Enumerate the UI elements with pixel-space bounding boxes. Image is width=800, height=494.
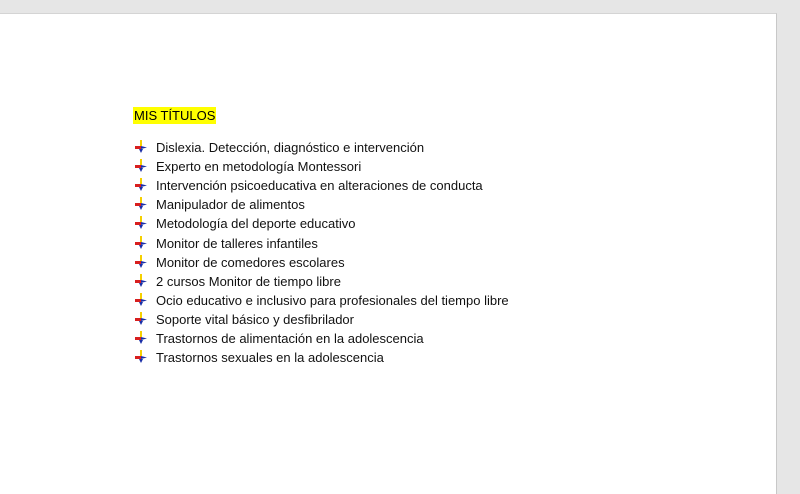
list-item[interactable] xyxy=(133,272,509,291)
list-item[interactable] xyxy=(133,253,509,272)
colored-arrow-bullet-icon xyxy=(133,293,148,308)
colored-arrow-bullet-icon xyxy=(133,312,148,327)
list-item[interactable] xyxy=(133,214,509,233)
list-item-text: Manipulador de alimentos xyxy=(156,197,305,213)
list-item[interactable] xyxy=(133,310,509,329)
list-item-text: Trastornos de alimentación en la adolescencia xyxy=(156,330,424,346)
list-item-text: Monitor de comedores escolares xyxy=(156,254,345,270)
colored-arrow-bullet-icon xyxy=(133,197,148,212)
colored-arrow-bullet-icon xyxy=(133,236,148,251)
colored-arrow-bullet-icon xyxy=(133,178,148,193)
list-item[interactable] xyxy=(133,195,509,214)
list-item-text: Soporte vital básico y desfibrilador xyxy=(156,311,354,327)
colored-arrow-bullet-icon xyxy=(133,331,148,346)
list-item-text: Trastornos sexuales en la adolescencia xyxy=(156,350,384,366)
colored-arrow-bullet-icon xyxy=(133,216,148,231)
list-item-text: Dislexia. Detección, diagnóstico e intervención xyxy=(156,140,425,156)
list-item[interactable] xyxy=(133,157,509,176)
list-item[interactable] xyxy=(133,233,509,252)
colored-arrow-bullet-icon xyxy=(133,350,148,365)
list-item-text: Intervención psicoeducativa en alteraciones de conducta xyxy=(156,178,483,194)
colored-arrow-bullet-icon xyxy=(133,255,148,270)
list-item-text: 2 cursos Monitor de tiempo libre xyxy=(156,273,341,289)
colored-arrow-bullet-icon xyxy=(133,159,148,174)
colored-arrow-bullet-icon xyxy=(133,274,148,289)
list-item[interactable] xyxy=(133,329,509,348)
list-item-text: Monitor de talleres infantiles xyxy=(156,235,318,251)
list-item-text: Ocio educativo e inclusivo para profesionales del tiempo libre xyxy=(156,292,509,308)
list-item[interactable] xyxy=(133,176,509,195)
list-item[interactable] xyxy=(133,291,509,310)
document-page[interactable] xyxy=(0,13,777,494)
colored-arrow-bullet-icon xyxy=(133,140,148,155)
section-heading: MIS TÍTULOS xyxy=(134,108,216,123)
list-item-text: Metodología del deporte educativo xyxy=(156,216,356,232)
list-item[interactable] xyxy=(133,348,509,367)
titles-list xyxy=(133,138,509,367)
list-item[interactable] xyxy=(133,138,509,157)
list-item-text: Experto en metodología Montessori xyxy=(156,159,362,175)
